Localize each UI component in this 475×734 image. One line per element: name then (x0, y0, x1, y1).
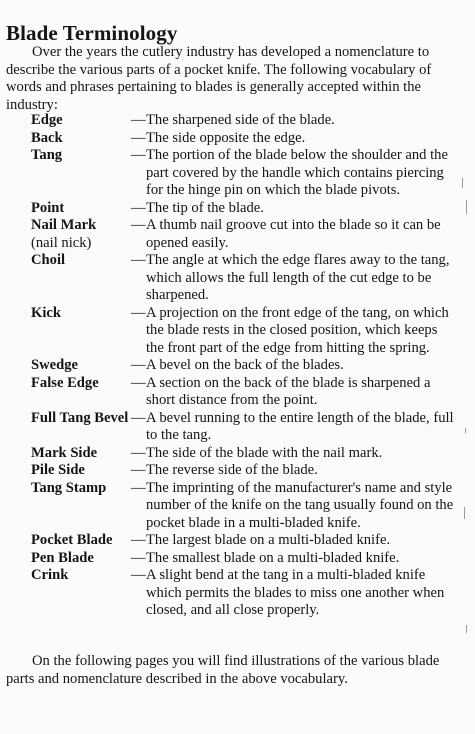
scan-mark (466, 200, 467, 214)
term: Mark Side (31, 444, 98, 461)
glossary (6, 112, 458, 620)
scan-mark (466, 625, 467, 633)
intro-paragraph: Over the years the cutlery industry has developed a nomenclature to describe the various parts of a pocket knife. The following vocabulary of words and phrases pertaining to blades is generally accepted within the industry: (6, 44, 432, 113)
definition: —A section on the back of the blade is sharpened a short distance from the point. (131, 374, 431, 408)
term: Pile Side (31, 462, 85, 478)
definition: —The side opposite the edge. (131, 129, 306, 146)
term: Pocket Blade (31, 532, 113, 548)
term: Crink (31, 567, 69, 583)
term: Nail Mark (nail nick) (6, 217, 131, 252)
term: Swedge (31, 357, 79, 373)
definition: —A bevel on the back of the blades. (131, 357, 344, 373)
glossary-entry-pocket-blade (6, 532, 458, 550)
glossary-entry-mark-side (6, 445, 458, 463)
term: Point (31, 199, 65, 216)
glossary-entry-tang-stamp (6, 480, 458, 533)
glossary-entry-kick (6, 305, 458, 358)
glossary-entry-pen-blade (6, 550, 458, 568)
page-title: Blade Terminology (6, 21, 178, 45)
definition: —The largest blade on a multi-bladed knife. (131, 532, 391, 548)
term: Edge (31, 112, 63, 128)
definition: —A thumb nail groove cut into the blade so it can be opened easily. (131, 217, 441, 251)
definition: —The portion of the blade below the shoulder and the part covered by the handle which contains piercing for the hinge pin on which the blade pivots. (131, 147, 448, 198)
definition: —The side of the blade with the nail mark. (131, 444, 383, 461)
glossary-entry-tang (6, 147, 458, 200)
definition: —The smallest blade on a multi-bladed knife. (131, 549, 400, 566)
term: Tang Stamp (31, 479, 107, 496)
term: Back (31, 129, 63, 146)
glossary-entry-crink (6, 567, 458, 620)
glossary-entry-swedge (6, 357, 458, 375)
glossary-entry-choil (6, 252, 458, 305)
closing-paragraph: On the following pages you will find illustrations of the various blade parts and nomenclature described in the above vocabulary. (6, 653, 440, 687)
glossary-entry-back (6, 130, 458, 148)
term: False Edge (31, 374, 99, 391)
term: Kick (31, 304, 61, 321)
term-alias: (nail nick) (31, 234, 92, 251)
glossary-entry-point (6, 200, 458, 218)
definition: —The reverse side of the blade. (131, 462, 318, 478)
definition: —The sharpened side of the blade. (131, 112, 335, 128)
glossary-entry-nail-mark (6, 217, 458, 252)
definition: —A slight bend at the tang in a multi-bladed knife which permits the blades to miss one another when closed, and all close properly. (131, 567, 445, 618)
glossary-entry-false-edge (6, 375, 458, 410)
definition: —A projection on the front edge of the tang, on which the blade rests in the closed position, which keeps the front part of the edge from hitting the spring. (131, 304, 449, 356)
definition: —The angle at which the edge flares away to the tang, which allows the full length of the cut edge to be sharpened. (131, 252, 450, 303)
glossary-entry-full-tang-bevel (6, 410, 458, 445)
term: Choil (31, 252, 66, 268)
definition: —The tip of the blade. (131, 199, 264, 216)
definition: —The imprinting of the manufacturer's name and style number of the knife on the tang usually found on the pocket blade in a multi-bladed knife. (131, 479, 454, 531)
glossary-entry-edge (6, 112, 458, 130)
definition: —A bevel running to the entire length of the blade, full to the tang. (131, 409, 454, 443)
term: Pen Blade (31, 549, 94, 566)
term: Tang (31, 147, 63, 163)
scan-mark (462, 178, 463, 188)
scan-mark (465, 428, 466, 433)
glossary-entry-pile-side (6, 462, 458, 480)
term: Full Tang Bevel (31, 409, 129, 426)
scan-mark (464, 507, 465, 519)
